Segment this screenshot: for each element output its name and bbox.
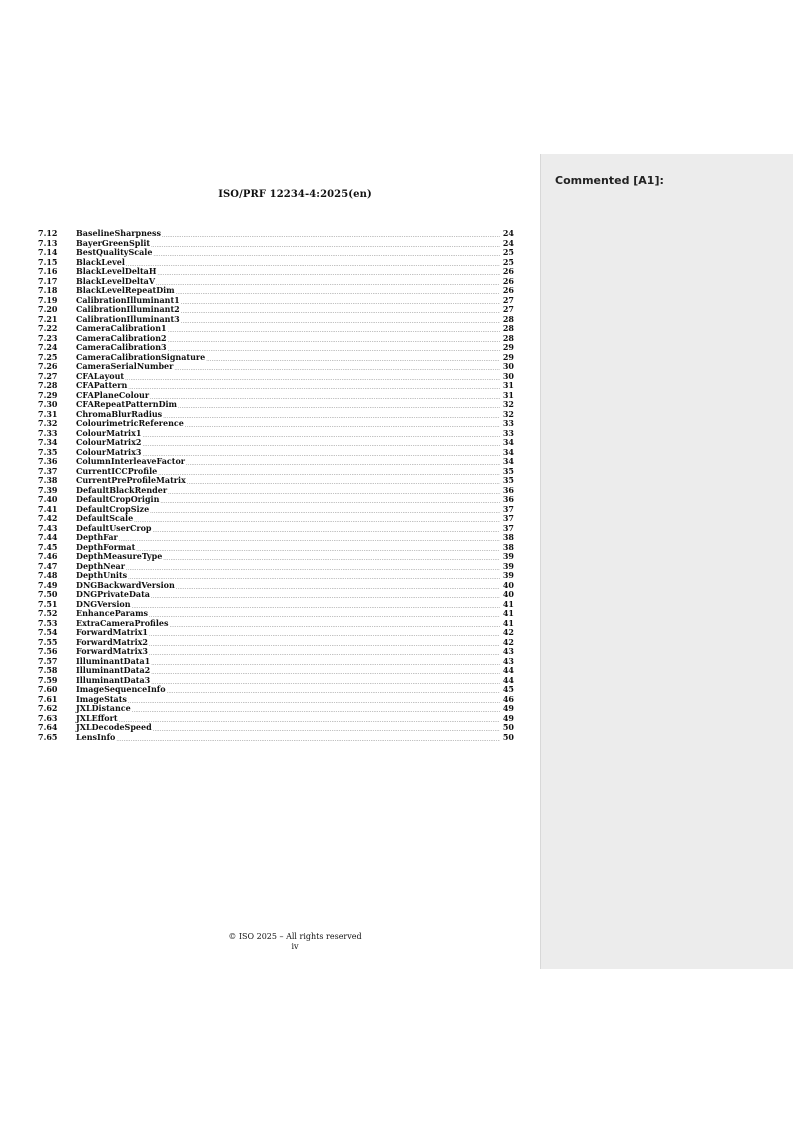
toc-entry-title: CFARepeatPatternDim xyxy=(76,399,178,409)
toc-entry-page: 30 xyxy=(502,361,514,371)
toc-leader-dots xyxy=(185,419,500,429)
toc-entry-page: 36 xyxy=(502,484,514,495)
comment-label: Commented [A1]: xyxy=(555,174,664,187)
toc-entry-number: 7.50 xyxy=(38,589,58,599)
toc-entry-number: 7.23 xyxy=(38,332,58,343)
toc-entry-number: 7.56 xyxy=(38,646,58,656)
toc-leader-dots xyxy=(142,438,500,448)
toc-entry-page: 34 xyxy=(502,456,514,466)
toc-entry-title: LensInfo xyxy=(76,731,116,742)
toc-leader-dots xyxy=(162,229,500,239)
toc-entry-page: 31 xyxy=(502,389,514,400)
toc-entry-title: IlluminantData1 xyxy=(76,655,151,666)
toc-entry-title: DepthMeasureType xyxy=(76,551,163,561)
toc-entry-number: 7.47 xyxy=(38,560,58,571)
toc-entry-title: ColumnInterleaveFactor xyxy=(76,456,185,466)
toc-leader-dots xyxy=(151,239,500,249)
toc-entry-title: ColourimetricReference xyxy=(76,418,184,428)
toc-leader-dots xyxy=(153,524,501,534)
toc-entry-title: JXLEffort xyxy=(76,712,118,723)
toc-entry-page: 39 xyxy=(502,560,514,571)
toc-entry-title: CameraCalibrationSignature xyxy=(76,351,206,362)
toc-entry-title: DefaultCropSize xyxy=(76,503,150,514)
toc-leader-dots xyxy=(181,305,500,315)
toc-entry-title: DefaultCropOrigin xyxy=(76,494,160,504)
toc-entry-page: 27 xyxy=(502,294,514,305)
toc-entry-title: ForwardMatrix1 xyxy=(76,627,148,637)
toc-entry-page: 24 xyxy=(502,228,514,238)
toc-entry-page: 38 xyxy=(502,541,514,552)
toc-entry-page: 34 xyxy=(502,437,514,447)
toc-entry-number: 7.61 xyxy=(38,693,58,704)
toc-entry-page: 43 xyxy=(502,646,514,656)
toc-entry-page: 42 xyxy=(502,636,514,647)
toc-entry-title: CFALayout xyxy=(76,370,125,381)
toc-leader-dots xyxy=(150,391,500,401)
toc-leader-dots xyxy=(125,372,500,382)
toc-leader-dots xyxy=(142,429,500,439)
toc-entry-page: 44 xyxy=(502,674,514,685)
toc-entry-number: 7.58 xyxy=(38,665,58,675)
toc-leader-dots xyxy=(167,685,500,695)
toc-leader-dots xyxy=(119,533,500,543)
toc-entry-number: 7.21 xyxy=(38,313,58,324)
toc-entry-page: 37 xyxy=(502,522,514,533)
toc-entry-page: 39 xyxy=(502,570,514,580)
toc-entry-page: 29 xyxy=(502,342,514,352)
comment-panel xyxy=(540,154,793,969)
toc-entry-title: EnhanceParams xyxy=(76,608,149,618)
toc-leader-dots xyxy=(168,324,500,334)
document-header: ISO/PRF 12234-4:2025(en) xyxy=(218,189,372,200)
toc-entry-title: BlackLevelDeltaV xyxy=(76,275,156,286)
toc-leader-dots xyxy=(151,666,500,676)
toc-entry-page: 46 xyxy=(502,693,514,704)
toc-leader-dots xyxy=(158,467,500,477)
toc-entry-title: DepthFormat xyxy=(76,541,136,552)
toc-entry-number: 7.24 xyxy=(38,342,58,352)
toc-entry-number: 7.49 xyxy=(38,579,58,590)
toc-entry-page: 41 xyxy=(502,617,514,628)
page-number: iv xyxy=(291,942,299,951)
toc-entry-number: 7.55 xyxy=(38,636,58,647)
toc-entry-title: ChromaBlurRadius xyxy=(76,408,163,419)
toc-leader-dots xyxy=(157,267,500,277)
toc-entry-page: 37 xyxy=(502,513,514,523)
toc-entry-title: CameraCalibration1 xyxy=(76,323,167,333)
toc-entry-number: 7.62 xyxy=(38,703,58,713)
toc-entry-title: DefaultScale xyxy=(76,513,134,523)
toc-leader-dots xyxy=(153,723,500,733)
toc-leader-dots xyxy=(132,600,500,610)
toc-leader-dots xyxy=(151,657,500,667)
toc-entry-title: IlluminantData2 xyxy=(76,665,151,675)
toc-leader-dots xyxy=(160,495,500,505)
toc-entry-title: ImageSequenceInfo xyxy=(76,684,166,694)
table-of-contents xyxy=(38,229,514,742)
toc-entry-page: 26 xyxy=(502,275,514,286)
toc-entry-title: DepthUnits xyxy=(76,570,128,580)
toc-leader-dots xyxy=(181,296,500,306)
toc-entry-title: ForwardMatrix2 xyxy=(76,636,148,647)
toc-entry-title: ColourMatrix3 xyxy=(76,446,142,457)
toc-entry-number: 7.28 xyxy=(38,380,58,390)
toc-entry-page: 50 xyxy=(502,731,514,742)
toc-entry-page: 25 xyxy=(502,247,514,257)
toc-entry-number: 7.43 xyxy=(38,522,58,533)
toc-leader-dots xyxy=(168,486,500,496)
toc-entry-number: 7.52 xyxy=(38,608,58,618)
toc-entry-number: 7.45 xyxy=(38,541,58,552)
toc-leader-dots xyxy=(151,590,500,600)
toc-entry-number: 7.64 xyxy=(38,722,58,732)
toc-leader-dots xyxy=(149,638,500,648)
toc-entry-page: 43 xyxy=(502,655,514,666)
toc-entry-page: 40 xyxy=(502,589,514,599)
toc-entry-page: 26 xyxy=(502,285,514,295)
toc-entry-page: 32 xyxy=(502,399,514,409)
toc-entry-number: 7.46 xyxy=(38,551,58,561)
toc-entry-title: CalibrationIlluminant2 xyxy=(76,304,180,314)
toc-entry-title: DNGVersion xyxy=(76,598,131,609)
toc-leader-dots xyxy=(178,400,500,410)
toc-entry-number: 7.20 xyxy=(38,304,58,314)
toc-leader-dots xyxy=(149,628,500,638)
toc-entry-title: IlluminantData3 xyxy=(76,674,151,685)
toc-entry-number: 7.53 xyxy=(38,617,58,628)
toc-leader-dots xyxy=(153,248,500,258)
toc-leader-dots xyxy=(119,714,500,724)
toc-leader-dots xyxy=(163,410,500,420)
toc-entry-number: 7.57 xyxy=(38,655,58,666)
toc-entry-number: 7.54 xyxy=(38,627,58,637)
toc-entry-number: 7.13 xyxy=(38,237,58,248)
toc-leader-dots xyxy=(116,733,500,743)
toc-entry-number: 7.60 xyxy=(38,684,58,694)
toc-entry-number: 7.25 xyxy=(38,351,58,362)
toc-entry-title: BayerGreenSplit xyxy=(76,237,151,248)
toc-entry-page: 41 xyxy=(502,608,514,618)
toc-entry-number: 7.51 xyxy=(38,598,58,609)
toc-entry-number: 7.33 xyxy=(38,427,58,438)
toc-entry-title: CFAPlaneColour xyxy=(76,389,150,400)
toc-entry-title: CameraSerialNumber xyxy=(76,361,174,371)
toc-entry-title: DefaultBlackRender xyxy=(76,484,168,495)
toc-leader-dots xyxy=(126,562,500,572)
toc-entry-number: 7.31 xyxy=(38,408,58,419)
toc-entry-title: CurrentPreProfileMatrix xyxy=(76,475,186,485)
toc-entry-title: DefaultUserCrop xyxy=(76,522,152,533)
toc-entry-number: 7.27 xyxy=(38,370,58,381)
toc-entry-number: 7.39 xyxy=(38,484,58,495)
toc-entry-number: 7.15 xyxy=(38,256,58,267)
toc-entry-page: 28 xyxy=(502,323,514,333)
toc-leader-dots xyxy=(149,647,500,657)
toc-entry-page: 33 xyxy=(502,418,514,428)
toc-entry-number: 7.48 xyxy=(38,570,58,580)
toc-leader-dots xyxy=(168,334,500,344)
toc-entry-number: 7.34 xyxy=(38,437,58,447)
toc-entry-page: 50 xyxy=(502,722,514,732)
toc-entry-page: 32 xyxy=(502,408,514,419)
toc-entry-page: 28 xyxy=(502,313,514,324)
toc-entry-title: DepthFar xyxy=(76,532,118,542)
toc-leader-dots xyxy=(187,476,500,486)
toc-entry-number: 7.12 xyxy=(38,228,58,238)
toc-entry[interactable] xyxy=(38,733,514,743)
toc-entry-title: ExtraCameraProfiles xyxy=(76,617,169,628)
toc-entry-title: CurrentICCProfile xyxy=(76,465,158,476)
toc-leader-dots xyxy=(176,581,500,591)
toc-entry-page: 31 xyxy=(502,380,514,390)
toc-entry-title: DepthNear xyxy=(76,560,125,571)
toc-entry-title: CFAPattern xyxy=(76,380,128,390)
toc-entry-number: 7.65 xyxy=(38,731,58,742)
toc-entry-number: 7.41 xyxy=(38,503,58,514)
toc-entry-page: 39 xyxy=(502,551,514,561)
toc-leader-dots xyxy=(169,619,500,629)
toc-entry-number: 7.35 xyxy=(38,446,58,457)
toc-entry-page: 33 xyxy=(502,427,514,438)
toc-leader-dots xyxy=(132,704,500,714)
toc-leader-dots xyxy=(150,505,500,515)
toc-leader-dots xyxy=(174,362,500,372)
toc-entry-page: 26 xyxy=(502,266,514,276)
toc-entry-page: 25 xyxy=(502,256,514,267)
toc-entry-title: BlackLevel xyxy=(76,256,125,267)
toc-entry-page: 35 xyxy=(502,475,514,485)
toc-entry-page: 41 xyxy=(502,598,514,609)
toc-entry-title: ImageStats xyxy=(76,693,127,704)
toc-leader-dots xyxy=(149,609,500,619)
toc-entry-page: 24 xyxy=(502,237,514,248)
toc-entry-page: 40 xyxy=(502,579,514,590)
toc-entry-page: 44 xyxy=(502,665,514,675)
toc-entry-page: 49 xyxy=(502,703,514,713)
toc-entry-page: 37 xyxy=(502,503,514,514)
toc-entry-number: 7.30 xyxy=(38,399,58,409)
toc-leader-dots xyxy=(128,571,500,581)
toc-entry-page: 29 xyxy=(502,351,514,362)
toc-entry-number: 7.14 xyxy=(38,247,58,257)
toc-entry-page: 34 xyxy=(502,446,514,457)
toc-entry-page: 36 xyxy=(502,494,514,504)
toc-entry-title: CalibrationIlluminant1 xyxy=(76,294,180,305)
toc-leader-dots xyxy=(151,676,500,686)
toc-entry-number: 7.18 xyxy=(38,285,58,295)
toc-leader-dots xyxy=(186,457,500,467)
toc-entry-title: ForwardMatrix3 xyxy=(76,646,148,656)
toc-entry-page: 28 xyxy=(502,332,514,343)
toc-entry-title: DNGPrivateData xyxy=(76,589,150,599)
toc-entry-number: 7.16 xyxy=(38,266,58,276)
toc-entry-number: 7.37 xyxy=(38,465,58,476)
toc-leader-dots xyxy=(156,277,500,287)
toc-leader-dots xyxy=(163,552,500,562)
copyright-notice: © ISO 2025 – All rights reserved xyxy=(228,932,362,941)
toc-entry-number: 7.59 xyxy=(38,674,58,685)
toc-entry-number: 7.42 xyxy=(38,513,58,523)
toc-leader-dots xyxy=(126,258,500,268)
toc-entry-title: ColourMatrix1 xyxy=(76,427,142,438)
toc-entry-page: 38 xyxy=(502,532,514,542)
toc-entry-title: BlackLevelDeltaH xyxy=(76,266,157,276)
toc-entry-number: 7.63 xyxy=(38,712,58,723)
toc-entry-title: CameraCalibration2 xyxy=(76,332,167,343)
toc-entry-title: BlackLevelRepeatDim xyxy=(76,285,175,295)
toc-entry-number: 7.40 xyxy=(38,494,58,504)
toc-leader-dots xyxy=(176,286,500,296)
toc-leader-dots xyxy=(128,381,500,391)
toc-entry-page: 35 xyxy=(502,465,514,476)
toc-entry-number: 7.19 xyxy=(38,294,58,305)
toc-entry-number: 7.32 xyxy=(38,418,58,428)
toc-entry-number: 7.22 xyxy=(38,323,58,333)
toc-entry-title: CameraCalibration3 xyxy=(76,342,167,352)
toc-entry-page: 49 xyxy=(502,712,514,723)
toc-entry-title: JXLDistance xyxy=(76,703,131,713)
page-footer xyxy=(76,932,514,952)
toc-entry-number: 7.26 xyxy=(38,361,58,371)
toc-entry-number: 7.17 xyxy=(38,275,58,286)
toc-entry-page: 45 xyxy=(502,684,514,694)
toc-entry-page: 30 xyxy=(502,370,514,381)
toc-entry-number: 7.44 xyxy=(38,532,58,542)
toc-entry-title: DNGBackwardVersion xyxy=(76,579,175,590)
toc-entry-number: 7.38 xyxy=(38,475,58,485)
toc-leader-dots xyxy=(134,514,500,524)
toc-leader-dots xyxy=(168,343,500,353)
toc-entry-title: BestQualityScale xyxy=(76,247,153,257)
toc-leader-dots xyxy=(142,448,500,458)
toc-leader-dots xyxy=(206,353,500,363)
toc-entry-number: 7.36 xyxy=(38,456,58,466)
toc-entry-number: 7.29 xyxy=(38,389,58,400)
toc-leader-dots xyxy=(136,543,500,553)
toc-entry-title: ColourMatrix2 xyxy=(76,437,142,447)
toc-entry-page: 42 xyxy=(502,627,514,637)
toc-entry-title: CalibrationIlluminant3 xyxy=(76,313,180,324)
toc-entry-title: BaselineSharpness xyxy=(76,228,162,238)
toc-entry-title: JXLDecodeSpeed xyxy=(76,722,152,732)
toc-leader-dots xyxy=(128,695,500,705)
toc-leader-dots xyxy=(181,315,500,325)
toc-entry-page: 27 xyxy=(502,304,514,314)
